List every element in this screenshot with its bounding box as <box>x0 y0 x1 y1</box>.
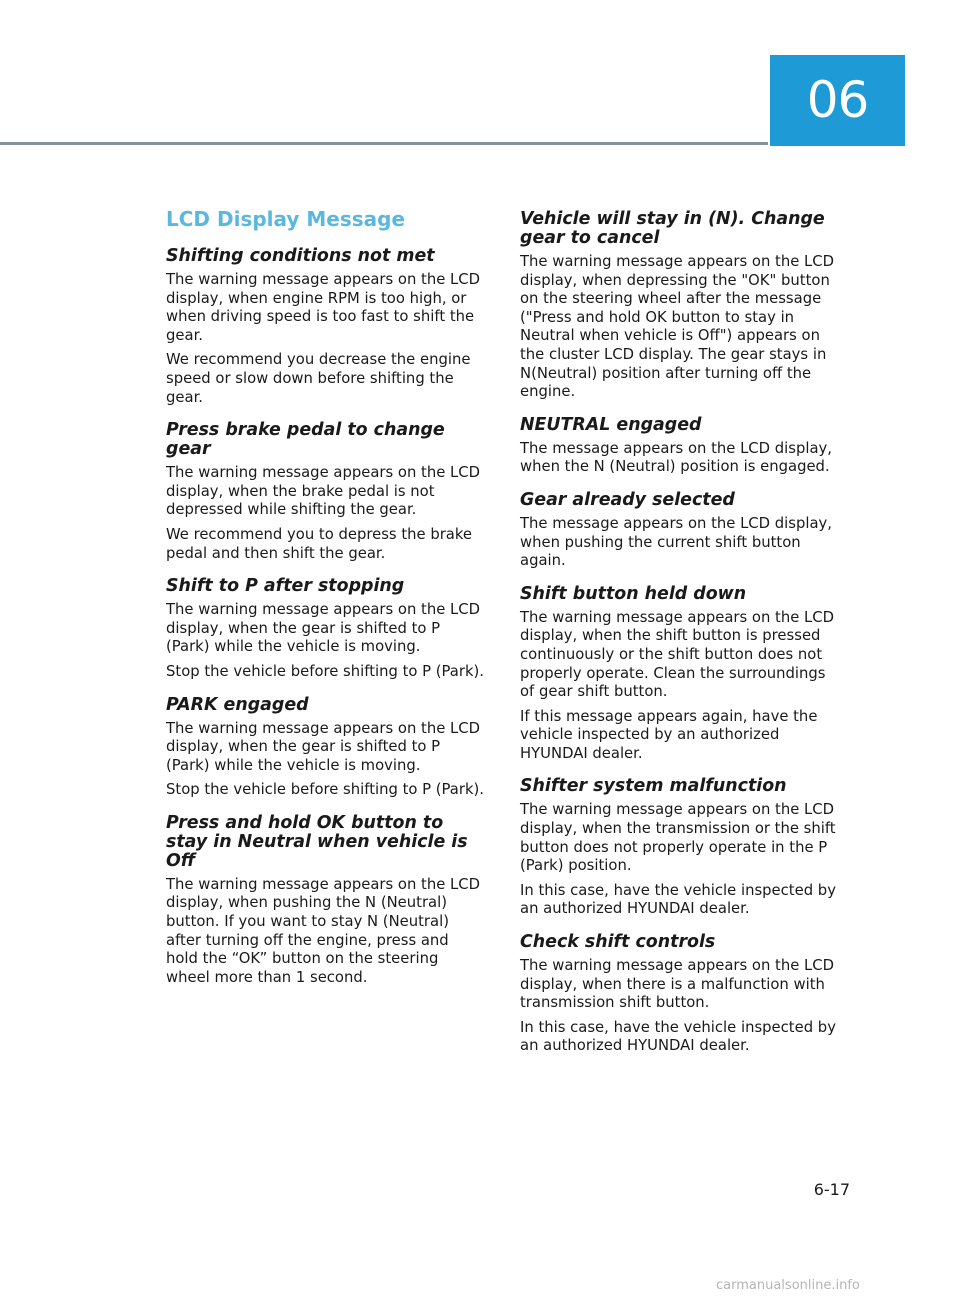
message-description: We recommend you to depress the brake pedal and then shift the gear. <box>166 525 473 562</box>
message-entry <box>520 210 838 402</box>
message-title: Gear already selected <box>520 489 735 510</box>
message-title: Shift to P after stopping <box>166 576 405 597</box>
message-entry <box>520 491 838 571</box>
message-entry <box>166 421 484 563</box>
section-title: LCD Display Message <box>166 207 406 231</box>
message-entry <box>520 416 838 477</box>
message-description: The warning message appears on the LCD display, when depressing the "OK" button on the steering wheel after the message ("Press and hold OK button to stay in Neutral when vehicle is Off") appears on the cluster LCD display. The gear stays in N(Neutral) position after turning off the engine. <box>520 253 834 401</box>
message-description: Stop the vehicle before shifting to P (Park). <box>166 662 485 680</box>
message-title: Shifter system malfunction <box>520 776 787 797</box>
message-title: NEUTRAL engaged <box>520 414 702 435</box>
message-description: The warning message appears on the LCD display, when the shift button is pressed continuously or the shift button does not properly operate. Clean the surroundings of gear shift button. <box>520 608 834 701</box>
message-title: PARK engaged <box>166 694 309 715</box>
message-description: The warning message appears on the LCD display, when there is a malfunction with transmission shift button. <box>520 957 834 1012</box>
message-title: Shifting conditions not met <box>166 246 435 266</box>
message-description: Stop the vehicle before shifting to P (Park). <box>166 781 485 799</box>
message-title: Press brake pedal to change gear <box>166 420 445 460</box>
page-number: 6-17 <box>813 1180 850 1199</box>
message-entry <box>520 585 838 764</box>
message-title: Vehicle will stay in (N). Change gear to cancel <box>520 209 825 248</box>
left-message-list <box>166 247 484 987</box>
message-description: The warning message appears on the LCD display, when the gear is shifted to P (Park) while the vehicle is moving. <box>166 601 480 656</box>
message-description: If this message appears again, have the vehicle inspected by an authorized HYUNDAI dealer. <box>520 707 818 762</box>
chapter-tab: 06 <box>770 55 905 146</box>
message-description: In this case, have the vehicle inspected by an authorized HYUNDAI dealer. <box>520 881 836 918</box>
message-entry <box>166 577 484 681</box>
right-column <box>520 210 838 1070</box>
message-description: The message appears on the LCD display, when the N (Neutral) position is engaged. <box>520 439 832 476</box>
left-column <box>166 205 484 1001</box>
watermark: carmanualsonline.info <box>716 1278 860 1293</box>
message-entry <box>166 814 484 988</box>
message-description: The warning message appears on the LCD display, when engine RPM is too high, or when driving speed is too fast to shift the gear. <box>166 271 480 344</box>
message-title: Shift button held down <box>520 583 747 604</box>
right-message-list <box>520 210 838 1056</box>
message-description: We recommend you decrease the engine speed or slow down before shifting the gear. <box>166 351 471 406</box>
message-title: Check shift controls <box>520 932 716 953</box>
message-title: Press and hold OK button to stay in Neutral when vehicle is Off <box>166 812 468 871</box>
message-entry <box>166 247 484 407</box>
message-description: The warning message appears on the LCD display, when the gear is shifted to P (Park) while the vehicle is moving. <box>166 719 480 774</box>
message-description: In this case, have the vehicle inspected by an authorized HYUNDAI dealer. <box>520 1018 836 1055</box>
message-entry <box>520 777 838 919</box>
message-description: The warning message appears on the LCD display, when the transmission or the shift button does not properly operate in the P (Park) position. <box>520 801 836 875</box>
message-description: The warning message appears on the LCD display, when the brake pedal is not depressed while shifting the gear. <box>166 464 480 519</box>
message-description: The warning message appears on the LCD display, when pushing the N (Neutral) button. If you want to stay N (Neutral) after turning off the engine, press and hold the “OK” button on the steering wheel more than 1 second. <box>166 875 480 986</box>
header-rule <box>0 142 768 145</box>
message-entry <box>520 933 838 1056</box>
message-description: The message appears on the LCD display, when pushing the current shift button again. <box>520 514 832 570</box>
message-entry <box>166 696 484 800</box>
